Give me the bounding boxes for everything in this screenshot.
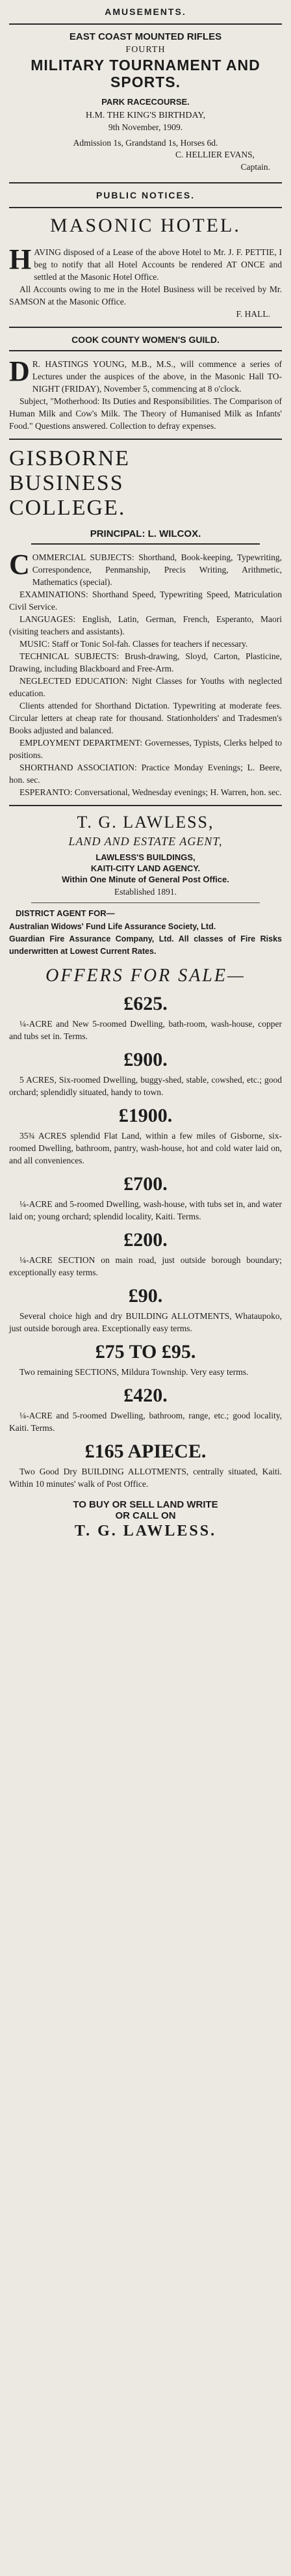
college-title-line3: COLLEGE. <box>9 496 126 520</box>
listing-description: ¼-ACRE and 5-roomed Dwelling, wash-house, with tubs set in, and water laid on; young orchard; splendid locality, Kaiti. Terms. <box>9 1199 282 1221</box>
listing-price: £420. <box>123 1385 168 1406</box>
listing-description: ¼-ACRE and New 5-roomed Dwelling, bath-room, wash-house, copper and tubs set in. Terms. <box>9 1019 282 1041</box>
masonic-body-2: All Accounts owing to me in the Hotel Business will be received by Mr. SAMSON at the Masonic Office. <box>9 284 282 306</box>
listing-price: £75 TO £95. <box>95 1341 196 1363</box>
college-esperanto: ESPERANTO: Conversational, Wednesday evenings; H. Warren, hon. sec. <box>19 787 282 797</box>
listing-description: 35¾ ACRES splendid Flat Land, within a few miles of Gisborne, six-roomed Dwelling, bathroom, pantry, wash-house, hot and cold water laid on, and all conveniences. <box>9 1131 282 1165</box>
college-employment: EMPLOYMENT DEPARTMENT: Governesses, Typists, Clerks helped to positions. <box>9 738 282 760</box>
newspaper-column <box>5 0 286 1540</box>
event-venue: PARK RACECOURSE. <box>101 97 190 107</box>
lawless-subtitle: LAND AND ESTATE AGENT, <box>68 835 223 848</box>
masonic-signature: F. HALL. <box>236 309 270 319</box>
guild-body: R. HASTINGS YOUNG, M.B., M.S., will commence a series of Lectures under the auspices of the above, in the Masonic Hall TO-NIGHT (FRIDAY), November 5, commencing at 8 o'clock. <box>32 359 282 394</box>
lawless-buildings: LAWLESS'S BUILDINGS, <box>95 852 196 862</box>
college-title-line2: BUSINESS <box>9 471 124 495</box>
college-technical: TECHNICAL SUBJECTS: Brush-drawing, Sloyd, Carton, Plasticine, Drawing, including Blackboard and Free-Arm. <box>9 651 282 673</box>
guild-title: COOK COUNTY WOMEN'S GUILD. <box>71 334 220 345</box>
closing-line-3: T. G. LAWLESS. <box>74 1523 217 1539</box>
event-title: MILITARY TOURNAMENT AND SPORTS. <box>31 57 260 90</box>
college-clients: Clients attended for Shorthand Dictation. Typewriting at moderate fees. Circular letters at cheap rate for thousand. Stationholders' and Tradesmen's Books adjusted and balanced. <box>9 701 282 735</box>
guild-body-2: Subject, "Motherhood: Its Duties and Responsibilities. The Comparison of Human Milk and Cow's Milk. The Theory of Humanised Milk as Infants' Food." Questions answered. Collection to defray expenses. <box>9 396 282 431</box>
property-listings <box>5 992 286 1490</box>
college-languages: LANGUAGES: English, Latin, German, French, Esperanto, Maori (visiting teachers and assistants). <box>9 614 282 636</box>
listing-description: Two Good Dry BUILDING ALLOTMENTS, centrally situated, Kaiti. Within 10 minutes' walk of Post Office. <box>9 1467 282 1489</box>
lawless-offers: OFFERS FOR SALE— <box>45 966 246 986</box>
listing-description: 5 ACRES, Six-roomed Dwelling, buggy-shed, stable, cowshed, etc.; good orchard; splendidly situated, handy to town. <box>9 1075 282 1097</box>
closing-line-1: TO BUY OR SELL LAND WRITE <box>73 1499 218 1510</box>
college-commercial <box>9 551 282 588</box>
lawless-agencies: Australian Widows' Fund Life Assurance Society, Ltd. <box>9 922 216 931</box>
college-commercial-text: OMMERCIAL SUBJECTS: Shorthand, Book-keeping, Typewriting, Correspondence, Penmanship, Precis Writing, Arithmetic, Mathematics (special). <box>32 552 282 587</box>
drop-cap: D <box>9 355 30 387</box>
divider <box>9 350 282 351</box>
lawless-established: Established 1891. <box>114 887 177 897</box>
divider <box>9 805 282 806</box>
drop-cap: C <box>9 549 30 580</box>
listing-price: £165 APIECE. <box>84 1441 207 1462</box>
lawless-title: T. G. LAWLESS, <box>77 813 214 832</box>
college-examinations: EXAMINATIONS: Shorthand Speed, Typewriting Speed, Matriculation Civil Service. <box>9 590 282 612</box>
event-date: 9th November, 1909. <box>108 122 183 132</box>
amusements-heading: AMUSEMENTS. <box>105 7 186 17</box>
lawless-agencies-2: Guardian Fire Assurance Company, Ltd. All classes of Fire Risks underwritten at Lowest Current Rates. <box>9 934 282 956</box>
masonic-body: AVING disposed of a Lease of the above Hotel to Mr. J. F. PETTIE, I beg to notify that all Hotel Accounts be rendered AT ONCE and settled at the Masonic Hotel Office. <box>34 247 282 282</box>
college-shorthand-association: SHORTHAND ASSOCIATION: Practice Monday Evenings; L. Beere, hon. sec. <box>9 763 282 785</box>
divider <box>9 327 282 328</box>
listing-price: £200. <box>123 1229 168 1251</box>
college-music: MUSIC: Staff or Tonic Sol-fah. Classes for teachers if necessary. <box>19 639 248 649</box>
masonic-notice <box>9 243 282 283</box>
college-title <box>9 446 282 521</box>
listing-description: ¼-ACRE and 5-roomed Dwelling, bathroom, range, etc.; good locality, Kaiti. Terms. <box>9 1411 282 1433</box>
event-admission: Admission 1s, Grandstand 1s, Horses 6d. <box>73 138 218 148</box>
listing-price: £1900. <box>118 1105 173 1126</box>
drop-cap: H <box>9 243 32 275</box>
college-principal: PRINCIPAL: L. WILCOX. <box>90 528 201 539</box>
listing-price: £625. <box>123 993 168 1014</box>
college-neglected: NEGLECTED EDUCATION: Night Classes for Youths with neglected education. <box>9 676 282 698</box>
lawless-location: KAITI-CITY LAND AGENCY. <box>90 863 201 873</box>
college-title-line1: GISBORNE <box>9 446 131 470</box>
divider <box>31 902 260 903</box>
listing-price: £700. <box>123 1173 168 1195</box>
divider <box>9 23 282 25</box>
divider <box>9 182 282 183</box>
event-edition: FOURTH <box>125 45 166 55</box>
divider <box>9 207 282 208</box>
lawless-district-agent: DISTRICT AGENT FOR— <box>16 908 115 918</box>
closing-line-2: OR CALL ON <box>115 1510 176 1521</box>
masonic-hotel-title: MASONIC HOTEL. <box>50 215 241 236</box>
divider <box>9 439 282 440</box>
public-notices-heading: PUBLIC NOTICES. <box>95 190 196 200</box>
divider <box>31 543 260 545</box>
guild-notice <box>9 355 282 395</box>
event-occasion: H.M. THE KING'S BIRTHDAY, <box>85 111 206 120</box>
listing-description: Two remaining SECTIONS, Mildura Township. Very easy terms. <box>19 1367 249 1377</box>
lawless-proximity: Within One Minute of General Post Office. <box>62 874 229 884</box>
listing-description: Several choice high and dry BUILDING ALLOTMENTS, Whataupoko, just outside borough area. Exceptionally easy terms. <box>9 1311 282 1333</box>
listing-description: ¼-ACRE SECTION on main road, just outside borough boundary; exceptionally easy terms. <box>9 1255 282 1277</box>
listing-price: £90. <box>128 1285 163 1307</box>
event-organiser: EAST COAST MOUNTED RIFLES <box>69 31 222 42</box>
listing-price: £900. <box>123 1049 168 1070</box>
signatory: C. HELLIER EVANS, <box>175 150 255 159</box>
signatory-title: Captain. <box>240 162 270 172</box>
